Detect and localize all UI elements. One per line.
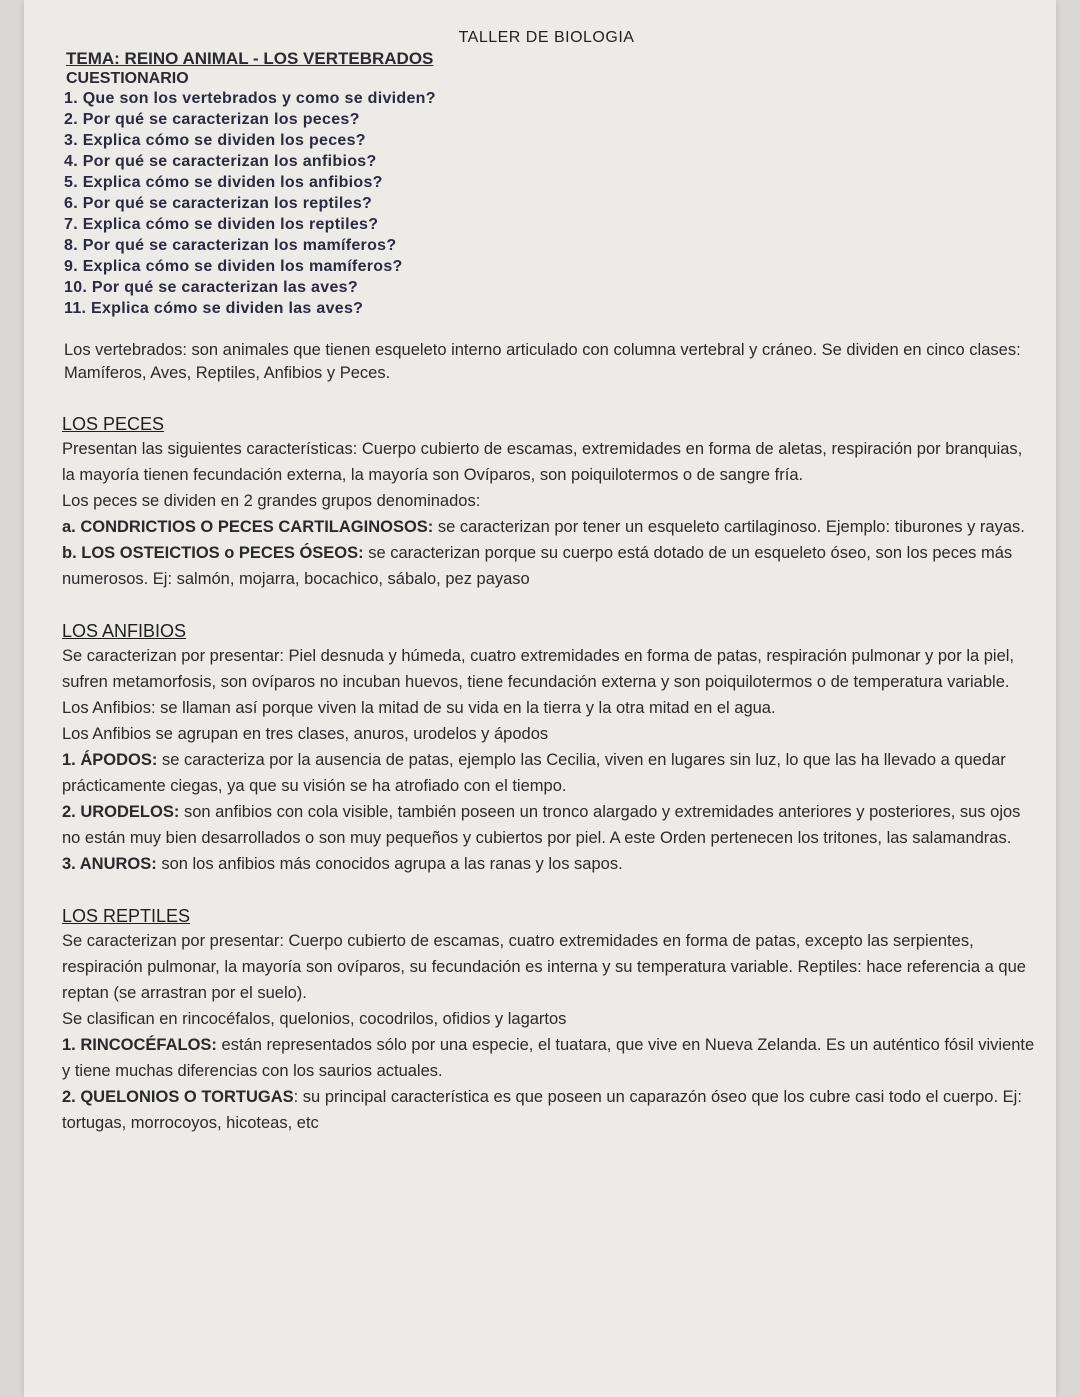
peces-item-a-text: se caracterizan por tener un esqueleto cartilaginoso. Ejemplo: tiburones y rayas. xyxy=(433,518,1025,536)
section-peces xyxy=(62,413,1039,592)
peces-description: Presentan las siguientes características: Cuerpo cubierto de escamas, extremidades en forma de aletas, respiración por branquias, la mayoría tienen fecundación externa, la mayoría son Ovíparos, son poiquilotermos o de sangre fría. xyxy=(62,440,1023,484)
reptiles-item-2 xyxy=(62,1084,1039,1136)
anfibios-item-3 xyxy=(62,851,1039,877)
reptiles-item-1-head: 1. RINCOCÉFALOS: xyxy=(62,1036,217,1054)
reptiles-item-2-text: : su principal característica es que poseen un caparazón óseo que los cubre casi todo el cuerpo. Ej: tortugas, morrocoyos, hicoteas, etc xyxy=(62,1088,1022,1132)
peces-item-a-head: a. CONDRICTIOS O PECES CARTILAGINOSOS: xyxy=(62,518,434,536)
anfibios-item-1-head: 1. ÁPODOS: xyxy=(62,751,158,769)
questionnaire-label: CUESTIONARIO xyxy=(66,70,189,87)
reptiles-description: Se caracterizan por presentar: Cuerpo cubierto de escamas, cuatro extremidades en forma de patas, excepto las serpientes, respiración pulmonar, la mayoría son ovíparos, su fecundación es interna y su temperatura variable. Reptiles: hace referencia a que reptan (se arrastran por el suelo). xyxy=(62,932,1026,1002)
question-item: 8. Por qué se caracterizan los mamíferos? xyxy=(64,237,397,254)
anfibios-item-2-head: 2. URODELOS: xyxy=(62,803,180,821)
anfibios-groups-intro: Los Anfibios se agrupan en tres clases, anuros, urodelos y ápodos xyxy=(62,725,549,743)
peces-groups-intro: Los peces se dividen en 2 grandes grupos denominados: xyxy=(62,492,481,510)
anfibios-item-1-text: se caracteriza por la ausencia de patas, ejemplo las Cecilia, viven en lugares sin luz, lo que las ha llevado a quedar prácticamente ciegas, ya que su visión se ha atrofiado con el tiempo. xyxy=(62,751,1006,795)
section-heading-reptiles: LOS REPTILES xyxy=(62,906,191,926)
anfibios-item-2 xyxy=(62,799,1039,851)
question-item: 9. Explica cómo se dividen los mamíferos? xyxy=(64,258,403,275)
peces-item-a xyxy=(62,514,1039,540)
question-item: 4. Por qué se caracterizan los anfibios? xyxy=(64,153,377,170)
document-title: TALLER DE BIOLOGIA xyxy=(458,29,635,46)
anfibios-description: Se caracterizan por presentar: Piel desnuda y húmeda, cuatro extremidades en forma de patas, respiración pulmonar y por la piel, sufren metamorfosis, son ovíparos no incuban huevos, tiene fecundación externa y son poiquilotermos o de temperatura variable. Los Anfibios: se llaman así porque viven la mitad de su vida en la tierra y la otra mitad en el agua. xyxy=(62,647,1015,717)
paper-sheet xyxy=(24,0,1056,1397)
reptiles-groups-intro: Se clasifican en rincocéfalos, quelonios, cocodrilos, ofidios y lagartos xyxy=(62,1010,567,1028)
peces-item-b-text: se caracterizan porque su cuerpo está dotado de un esqueleto óseo, son los peces más numerosos. Ej: salmón, mojarra, bocachico, sábalo, pez payaso xyxy=(62,544,1013,588)
question-item: 3. Explica cómo se dividen los peces? xyxy=(64,132,366,149)
question-item: 5. Explica cómo se dividen los anfibios? xyxy=(64,174,383,191)
question-item: 6. Por qué se caracterizan los reptiles? xyxy=(64,195,373,212)
question-item: 2. Por qué se caracterizan los peces? xyxy=(64,111,360,128)
reptiles-item-1 xyxy=(62,1032,1039,1084)
reptiles-item-1-text: están representados sólo por una especie, el tuatara, que vive en Nueva Zelanda. Es un auténtico fósil viviente y tiene muchas diferencias con los saurios actuales. xyxy=(62,1036,1035,1080)
document-content xyxy=(54,22,1039,1136)
anfibios-item-2-text: son anfibios con cola visible, también poseen un tronco alargado y extremidades anteriores y posteriores, sus ojos no están muy bien desarrollados o son muy pequeños y cubiertos por piel. A este Orden pertenecen los tritones, las salamandras. xyxy=(62,803,1021,847)
intro-paragraph: Los vertebrados: son animales que tienen esqueleto interno articulado con columna vertebral y cráneo. Se dividen en cinco clases: Mamíferos, Aves, Reptiles, Anfibios y Peces. xyxy=(64,341,1021,382)
peces-item-b-head: b. LOS OSTEICTIOS o PECES ÓSEOS: xyxy=(62,544,364,562)
question-item: 7. Explica cómo se dividen los reptiles? xyxy=(64,216,379,233)
anfibios-item-1 xyxy=(62,747,1039,799)
reptiles-item-2-head: 2. QUELONIOS O TORTUGAS xyxy=(62,1088,294,1106)
question-item: 11. Explica cómo se dividen las aves? xyxy=(64,300,364,317)
section-heading-peces: LOS PECES xyxy=(62,414,165,434)
section-anfibios xyxy=(62,620,1039,877)
anfibios-item-3-head: 3. ANUROS: xyxy=(62,855,157,873)
topic-heading: TEMA: REINO ANIMAL - LOS VERTEBRADOS xyxy=(66,49,434,68)
anfibios-item-3-text: son los anfibios más conocidos agrupa a las ranas y los sapos. xyxy=(156,855,623,873)
peces-item-b xyxy=(62,540,1039,592)
question-item: 10. Por qué se caracterizan las aves? xyxy=(64,279,358,296)
section-reptiles xyxy=(62,905,1039,1136)
question-list xyxy=(64,88,1039,319)
question-item: 1. Que son los vertebrados y como se dividen? xyxy=(64,90,436,107)
section-heading-anfibios: LOS ANFIBIOS xyxy=(62,621,187,641)
